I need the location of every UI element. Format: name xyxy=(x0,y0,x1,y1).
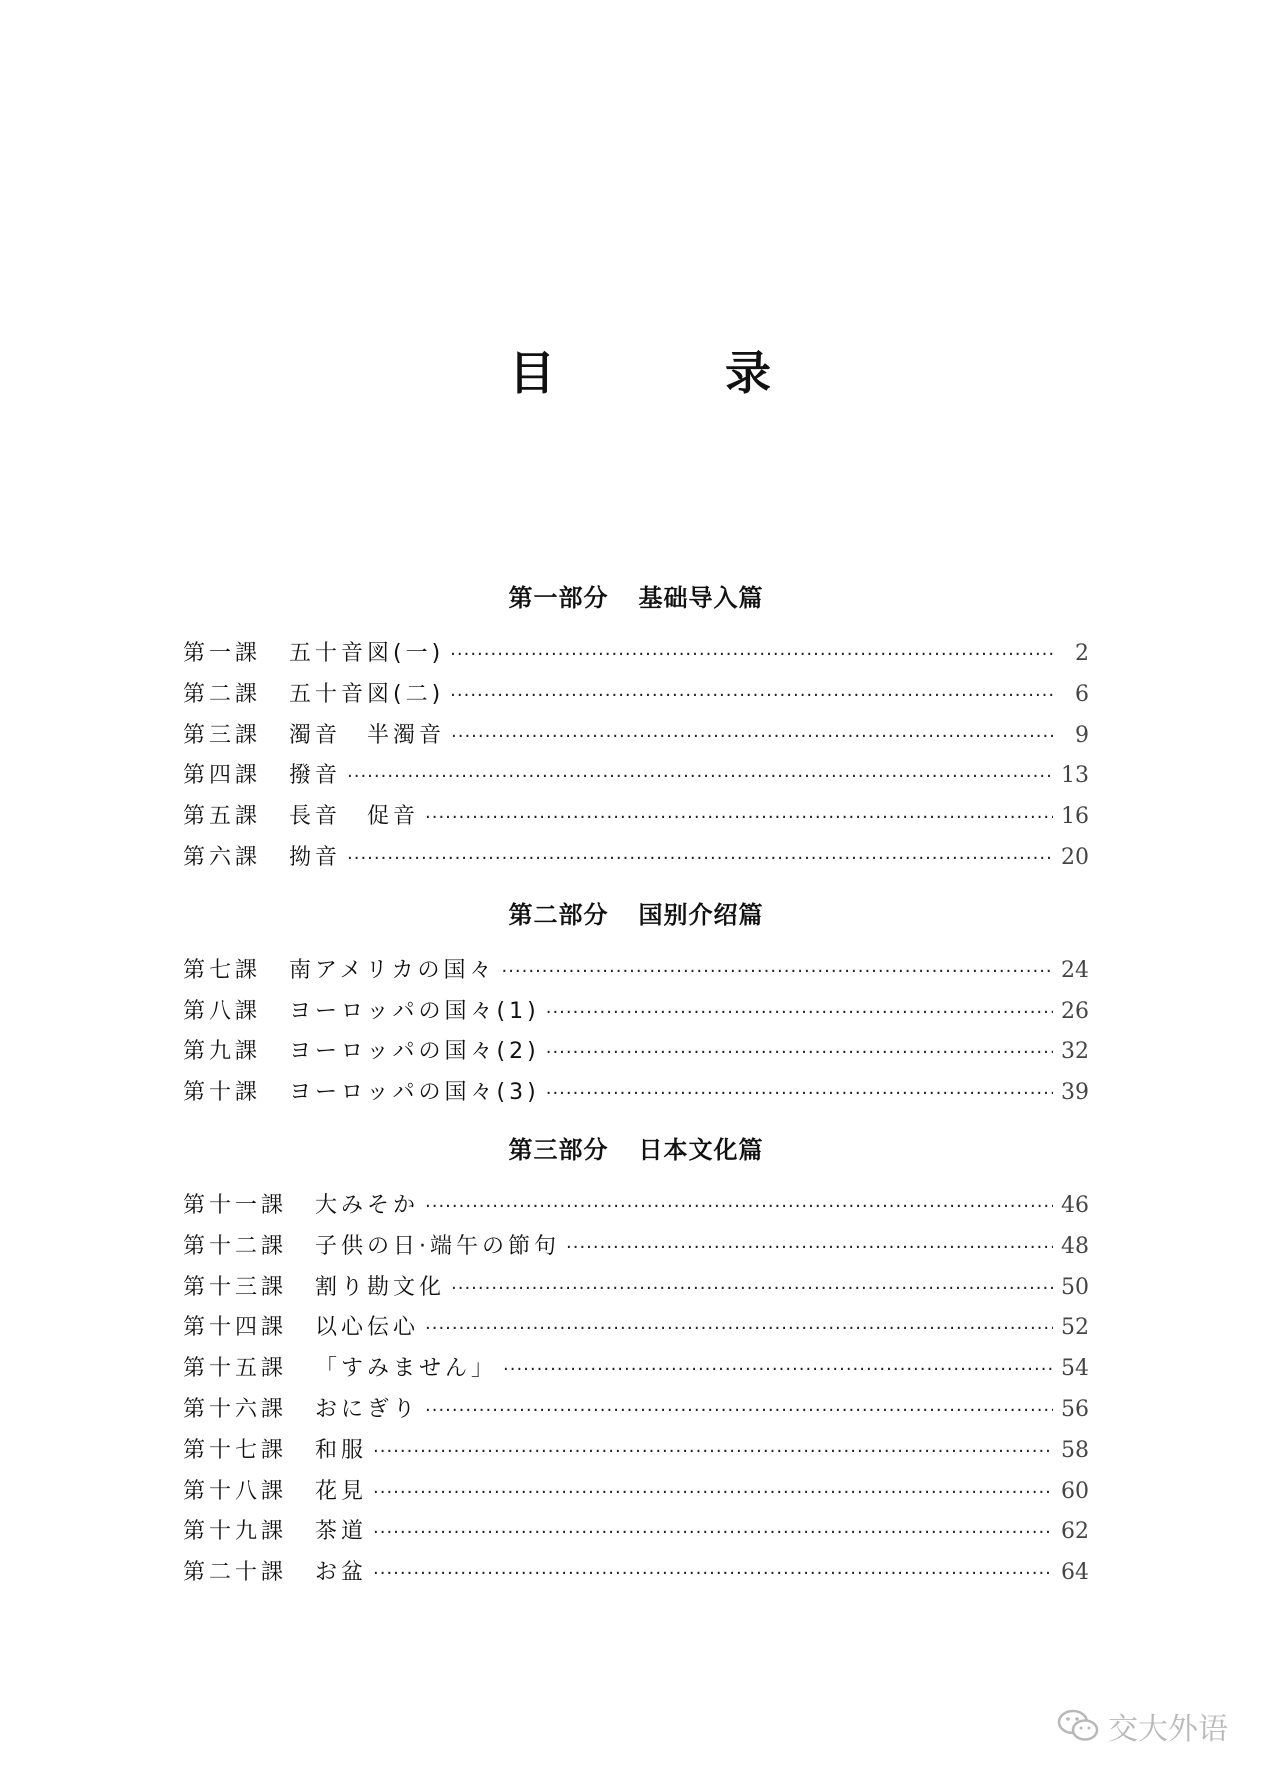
toc-entry xyxy=(183,1032,1089,1073)
lesson-title: ヨーロッパの国々(2) xyxy=(289,1039,540,1065)
lesson-number: 第十六課 xyxy=(183,1396,288,1422)
lesson-number: 第二課 xyxy=(183,681,262,707)
section-part: 第三部分 xyxy=(508,1134,609,1164)
dot-leader xyxy=(347,839,1053,880)
toc-entry xyxy=(183,838,1089,879)
dot-leader xyxy=(425,1391,1053,1432)
lesson-title: 拗音 xyxy=(289,844,342,870)
lesson-number: 第十三課 xyxy=(183,1274,288,1300)
lesson-title: おにぎり xyxy=(315,1396,420,1422)
lesson-title: 南アメリカの国々 xyxy=(289,957,496,983)
lesson-number: 第二十課 xyxy=(183,1560,288,1586)
toc-entry xyxy=(183,1349,1089,1390)
lesson-title: 花見 xyxy=(315,1478,368,1504)
lesson-title: 和服 xyxy=(315,1437,368,1463)
toc-entry xyxy=(183,675,1089,716)
dot-leader xyxy=(425,798,1053,839)
dot-leader xyxy=(347,757,1053,798)
toc-entry xyxy=(183,1472,1089,1513)
dot-leader xyxy=(450,676,1053,717)
page-number: 2 xyxy=(1075,641,1089,666)
dot-leader xyxy=(566,1228,1053,1269)
page-number: 32 xyxy=(1061,1039,1089,1065)
lesson-number: 第三課 xyxy=(183,722,262,748)
lesson-title: 長音 促音 xyxy=(289,804,420,830)
dot-leader xyxy=(451,717,1053,758)
page-title: 目 录 xyxy=(509,346,833,400)
dot-leader xyxy=(373,1513,1053,1554)
page-number: 13 xyxy=(1061,763,1089,789)
lesson-title: 子供の日·端午の節句 xyxy=(315,1233,560,1259)
section-part: 第二部分 xyxy=(508,899,609,929)
section-part: 第一部分 xyxy=(508,583,609,612)
lesson-number: 第十七課 xyxy=(183,1437,288,1463)
page-number: 48 xyxy=(1061,1233,1089,1259)
toc-entry xyxy=(183,716,1089,757)
toc-entry xyxy=(183,756,1089,797)
lesson-title: ヨーロッパの国々(1) xyxy=(289,998,540,1024)
lesson-number: 第四課 xyxy=(183,763,262,789)
lesson-title: 濁音 半濁音 xyxy=(289,722,446,748)
page-number: 52 xyxy=(1061,1315,1089,1341)
toc-entry xyxy=(183,1268,1089,1309)
toc-entry xyxy=(183,797,1089,838)
lesson-number: 第九課 xyxy=(183,1039,262,1065)
toc-entry xyxy=(183,634,1089,675)
section-heading xyxy=(183,1130,1089,1170)
lesson-title: 五十音図(一) xyxy=(289,641,445,666)
wechat-icon xyxy=(1056,1708,1100,1744)
lesson-number: 第十五課 xyxy=(183,1356,288,1382)
dot-leader xyxy=(373,1554,1053,1595)
page-number: 26 xyxy=(1061,998,1089,1024)
toc-entry xyxy=(183,1390,1089,1431)
toc-entry xyxy=(183,1308,1089,1349)
toc-entry xyxy=(183,1073,1089,1114)
dot-leader xyxy=(373,1432,1053,1473)
lesson-number: 第十課 xyxy=(183,1080,262,1106)
page-number: 20 xyxy=(1061,844,1089,870)
dot-leader xyxy=(373,1473,1053,1514)
page-number: 39 xyxy=(1061,1080,1089,1106)
lesson-number: 第十四課 xyxy=(183,1315,288,1341)
page-number: 50 xyxy=(1061,1274,1089,1300)
lesson-number: 第十二課 xyxy=(183,1233,288,1259)
lesson-title: 割り勘文化 xyxy=(315,1274,446,1300)
toc-entry xyxy=(183,1431,1089,1472)
lesson-number: 第十一課 xyxy=(183,1192,288,1218)
toc-entry xyxy=(183,992,1089,1033)
lesson-title: 茶道 xyxy=(315,1519,368,1545)
dot-leader xyxy=(425,1187,1053,1228)
lesson-title: ヨーロッパの国々(3) xyxy=(289,1080,540,1106)
lesson-title: お盆 xyxy=(315,1560,368,1586)
page-number: 54 xyxy=(1061,1356,1089,1382)
page-number: 9 xyxy=(1075,722,1089,748)
page-number: 24 xyxy=(1061,957,1089,983)
toc-entry xyxy=(183,1186,1089,1227)
page-number: 46 xyxy=(1061,1192,1089,1218)
lesson-title: 大みそか xyxy=(315,1192,420,1218)
toc-entry xyxy=(183,1553,1089,1594)
lesson-number: 第五課 xyxy=(183,804,262,830)
dot-leader xyxy=(546,1074,1053,1115)
dot-leader xyxy=(425,1309,1053,1350)
lesson-number: 第八課 xyxy=(183,998,262,1024)
page-number: 16 xyxy=(1061,804,1089,830)
watermark-text: 交大外语 xyxy=(1108,1712,1228,1747)
dot-leader xyxy=(501,952,1053,993)
toc-entry xyxy=(183,1227,1089,1268)
lesson-title: 五十音図(二) xyxy=(289,681,445,707)
dot-leader xyxy=(546,993,1053,1034)
lesson-number: 第十八課 xyxy=(183,1478,288,1504)
lesson-number: 第七課 xyxy=(183,957,262,983)
section-heading xyxy=(183,578,1089,618)
section-name: 日本文化篇 xyxy=(638,1134,764,1164)
page-number: 60 xyxy=(1061,1478,1089,1504)
dot-leader xyxy=(503,1350,1053,1391)
page-number: 6 xyxy=(1075,681,1089,707)
page-number: 56 xyxy=(1061,1396,1089,1422)
dot-leader xyxy=(546,1033,1053,1074)
page-number: 64 xyxy=(1061,1560,1089,1586)
watermark xyxy=(1056,1704,1228,1748)
toc-entry xyxy=(183,951,1089,992)
page-number: 62 xyxy=(1061,1519,1089,1545)
lesson-title: 「すみません」 xyxy=(315,1356,498,1382)
section-heading xyxy=(183,895,1089,935)
lesson-number: 第六課 xyxy=(183,844,262,870)
dot-leader xyxy=(451,1269,1053,1310)
page-number: 58 xyxy=(1061,1437,1089,1463)
dot-leader xyxy=(450,635,1053,676)
section-name: 国别介绍篇 xyxy=(638,899,764,929)
lesson-title: 以心伝心 xyxy=(315,1315,420,1341)
section-name: 基础导入篇 xyxy=(638,583,764,612)
lesson-number: 第十九課 xyxy=(183,1519,288,1545)
lesson-number: 第一課 xyxy=(183,641,262,666)
toc-entry xyxy=(183,1512,1089,1553)
lesson-title: 撥音 xyxy=(289,763,342,789)
table-of-contents xyxy=(183,578,1089,1594)
